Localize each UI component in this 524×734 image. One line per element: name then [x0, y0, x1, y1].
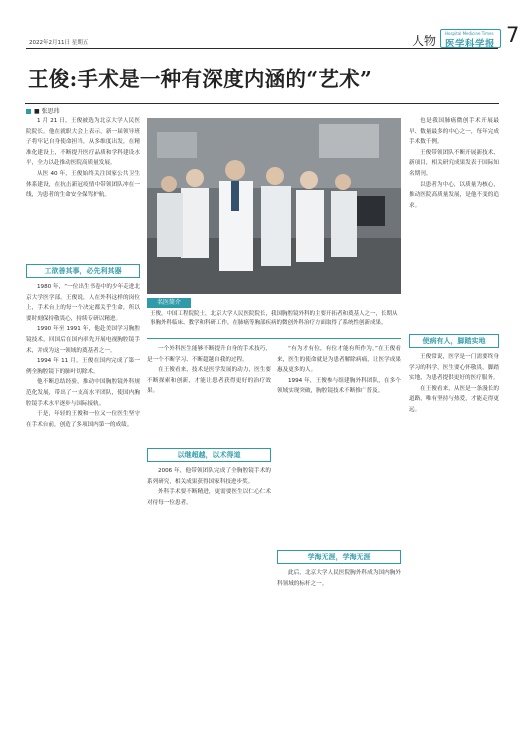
column-1-intro: [26, 116, 140, 256]
byline: [26, 106, 60, 115]
paragraph: 1994 年 11 月，王俊在国内完成了第一例全胸腔镜下的肺叶切除术。: [26, 358, 140, 375]
section-name: 人物: [412, 34, 437, 48]
paragraph: 2006 年，他带领团队完成了全胸腔镜手术的系列研究，相关成果获得国家科技进步奖。: [147, 468, 271, 485]
title-divider: [25, 103, 499, 104]
paragraph: “有为才有位，有位才能有所作为。”在王俊看来，医生的使命就是为患者解除病痛，让医学成果惠及更多的人。: [277, 346, 401, 374]
issue-date: 2022年2月11日 星期五: [29, 40, 89, 46]
masthead-logo: [440, 29, 501, 48]
paragraph: 在王俊看来，从医是一条漫长的道路，唯有坚持与热爱，才能走得更远。: [409, 385, 499, 413]
paragraph: 1990 年至 1991 年，他赴美国学习胸腔镜技术，回国后在国内率先开展电视胸腔镜手术，并成为这一领域的奠基者之一。: [26, 326, 140, 354]
page-header: [26, 22, 520, 50]
surgery-photo: [147, 118, 401, 294]
article-title: 王俊:手术是一种有深度内涵的“艺术”: [28, 67, 373, 91]
column-4-top: [409, 116, 499, 366]
paragraph: 以患者为中心，以质量为核心，推动医院高质量发展，是他不变的追求。: [409, 181, 499, 209]
column-2-body: [147, 466, 271, 722]
column-4-body: [409, 352, 499, 722]
column-1-body: [26, 282, 140, 722]
paragraph: 王俊带领团队不断开展新技术、新项目，相关研究成果发表于国际知名期刊。: [409, 149, 499, 177]
paragraph: 王俊常说，医学是一门需要终身学习的科学，医生要心怀敬畏，脚踏实地，为患者提供更好的医疗服务。: [409, 354, 499, 382]
column-2-top: [147, 344, 271, 444]
bio-box: [147, 298, 401, 339]
paragraph: 于是，年轻的王俊和一位又一位医生坚守在手术台前，创造了多项国内第一的成绩。: [26, 411, 140, 428]
bio-text: 王俊，中国工程院院士，北京大学人民医院院长，我国胸腔镜外科的主要开拓者和奠基人之一，长期从事胸外科临床、教学和科研工作，在肺癌等胸部疾病的微创外科治疗方面取得了系统性创新成果。: [150, 311, 398, 327]
paragraph: 从医 40 年，王俊始终关注国家公共卫生体系建设，在抗击新冠疫情中带领团队冲在一线，为患者的生命安全保驾护航。: [26, 170, 140, 199]
paragraph: 他不断总结经验，推动中国胸腔镜外科规范化发展，带出了一支高水平团队，使国内胸腔镜手术水平逐步与国际接轨。: [26, 379, 140, 407]
paragraph: 在王俊看来，技术是医学发展的动力，医生要不断探索和创新，才能让患者获得更好的治疗效果。: [147, 367, 271, 395]
paragraph: 也是我国肺癌微创手术开展最早、数量最多的中心之一，每年完成手术数千例。: [409, 118, 499, 146]
masthead-en: Hospital Medicine Times: [445, 31, 494, 36]
paragraph: 1 月 21 日，王俊被选为北京大学人民医院院长。他在就职大会上表示，新一届领导班子将牢记自身使命担当，从多维度出发，在精准化建设上，不断提升医疗品质和学科建设水平，全力以赴推动医院高质量发展。: [26, 118, 140, 167]
page-number: 7: [506, 23, 520, 47]
column-3-body: [277, 568, 401, 722]
masthead-cn: 医学科学报: [445, 39, 496, 50]
paragraph: 此后，北京大学人民医院胸外科成为国内胸外科领域的标杆之一。: [277, 570, 401, 587]
subheading-4: 使病有人，脚踏实地: [409, 334, 499, 348]
paragraph: 外科手术要不断精进，更需要医生以仁心仁术对待每一位患者。: [147, 489, 271, 506]
bio-tag: 名医简介: [147, 298, 191, 308]
subheading-2: 以继超越，以术得道: [147, 448, 271, 462]
subheading-1: 工欲善其事，必先利其器: [26, 264, 140, 278]
byline-author: ■ 张思玮: [34, 108, 60, 115]
subheading-3: 学海无涯，学海无涯: [277, 550, 401, 564]
paragraph: 1980 年，“一位出生书卷中的少年走进北京大学医学部。王俊说，人在外科这样的岗位上，手术台上的每一个决定都关乎生命，所以要时刻保持敬畏心，持续专研以精进。: [26, 284, 140, 322]
byline-marker-icon: [26, 109, 31, 114]
column-3-top: [277, 344, 401, 544]
paragraph: 一个外科医生能够不断提升自身的手术技巧，是一个不断学习、不断超越自我的过程。: [147, 346, 271, 363]
paragraph: 1994 年，王俊参与组建胸外科团队，在多个领域实现突破，胸腔镜技术不断推广普及。: [277, 377, 401, 395]
photo-illustration: [147, 118, 401, 294]
